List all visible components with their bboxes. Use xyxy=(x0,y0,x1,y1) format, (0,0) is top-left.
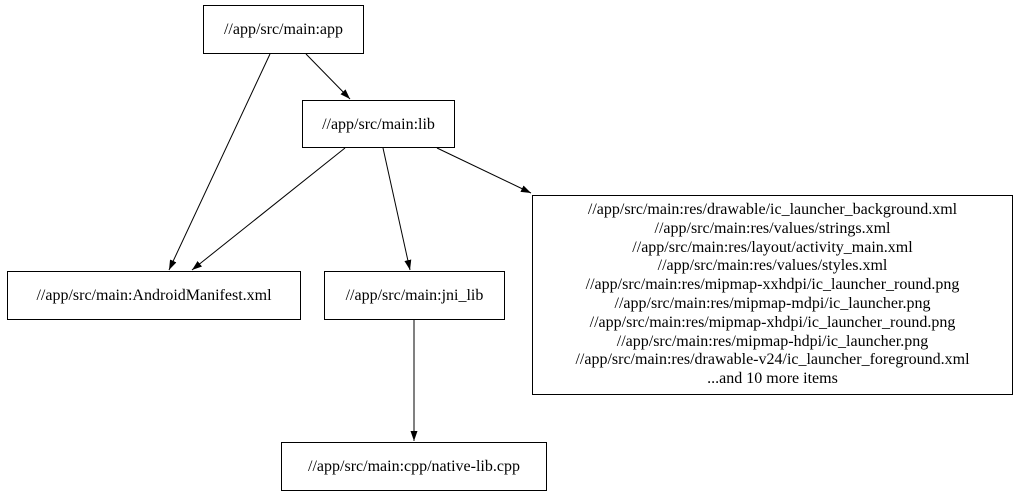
res-file-line: //app/src/main:res/drawable-v24/ic_launcher_foreground.xml xyxy=(575,351,970,369)
graph-node-android-manifest xyxy=(7,271,301,320)
res-file-line: //app/src/main:res/mipmap-xxhdpi/ic_launcher_round.png xyxy=(585,276,960,294)
edge-lib-to-manifest xyxy=(192,148,345,270)
res-file-line: //app/src/main:res/mipmap-xhdpi/ic_launcher_round.png xyxy=(589,313,956,331)
res-file-line: //app/src/main:res/mipmap-hdpi/ic_launcher.png xyxy=(616,332,929,350)
res-group-more-items: ...and 10 more items xyxy=(707,370,838,388)
graph-node-jni-lib-label: //app/src/main:jni_lib xyxy=(345,287,484,304)
edge-lib-to-res xyxy=(437,148,531,193)
graph-node-native-lib-cpp-label: //app/src/main:cpp/native-lib.cpp xyxy=(308,458,520,475)
graph-node-app-label: //app/src/main:app xyxy=(223,21,344,38)
edge-app-to-manifest xyxy=(169,54,270,270)
graph-node-lib xyxy=(302,100,455,148)
res-file-line: //app/src/main:res/layout/activity_main.xml xyxy=(632,238,913,256)
res-file-line: //app/src/main:res/values/styles.xml xyxy=(657,257,888,275)
edge-app-to-lib xyxy=(306,54,350,99)
graph-node-app xyxy=(203,5,364,54)
res-file-line: //app/src/main:res/mipmap-mdpi/ic_launcher.png xyxy=(614,295,931,312)
graph-node-res-group xyxy=(532,195,1013,395)
graph-node-jni-lib xyxy=(324,271,505,320)
res-file-line: //app/src/main:res/drawable/ic_launcher_background.xml xyxy=(587,201,958,219)
graph-node-lib-label: //app/src/main:lib xyxy=(322,115,435,133)
res-file-line: //app/src/main:res/values/strings.xml xyxy=(654,219,891,237)
graph-node-android-manifest-label: //app/src/main:AndroidManifest.xml xyxy=(36,287,272,304)
edge-lib-to-jni xyxy=(383,148,410,270)
graph-node-native-lib-cpp xyxy=(281,442,547,491)
